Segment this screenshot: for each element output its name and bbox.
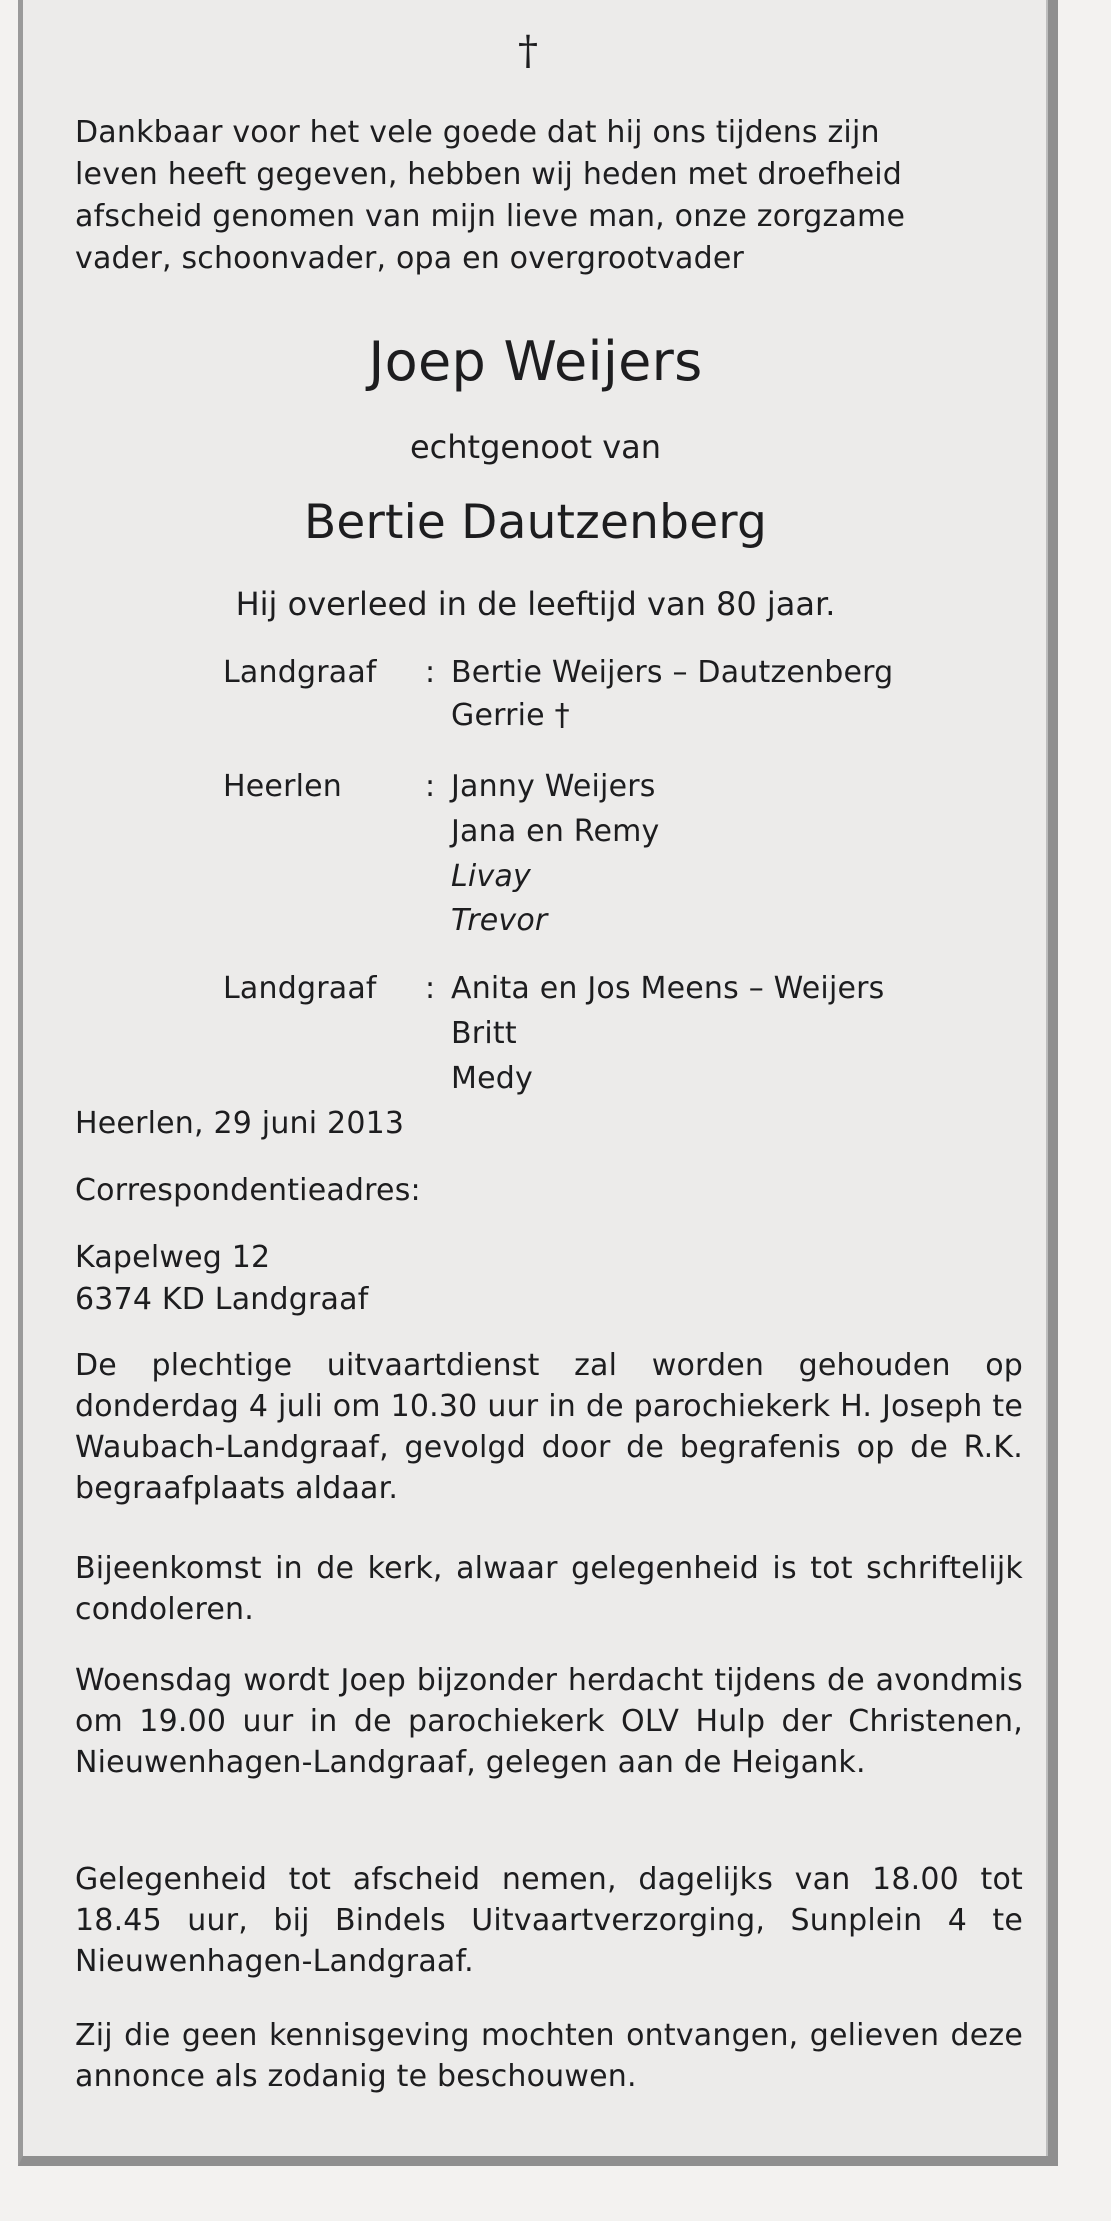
deceased-name: Joep Weijers bbox=[368, 330, 703, 393]
age-line: Hij overleed in de leeftijd van 80 jaar. bbox=[235, 585, 836, 623]
paragraph-visitation: Gelegenheid tot afscheid nemen, dagelijks van 18.00 tot 18.45 uur, bij Bindels Uitvaartverzorging, Sunplein 4 te Nieuwenhagen-Landgraaf. bbox=[75, 1862, 1023, 1979]
spouse-name: Bertie Dautzenberg bbox=[303, 495, 768, 550]
family-member: Britt bbox=[451, 1016, 517, 1051]
colon-2: : bbox=[425, 769, 436, 804]
cross-symbol: † bbox=[518, 28, 538, 74]
notice-inner-border bbox=[23, 0, 1048, 2156]
family-place-2: Heerlen bbox=[223, 769, 343, 804]
paragraph-gathering: Bijeenkomst in de kerk, alwaar gelegenheid is tot schriftelijk condoleren. bbox=[75, 1551, 1023, 1627]
intro-line-1: Dankbaar voor het vele goede dat hij ons tijdens zijn bbox=[75, 115, 880, 150]
intro-line-4: vader, schoonvader, opa en overgrootvader bbox=[75, 241, 745, 276]
paragraph-closing: Zij die geen kennisgeving mochten ontvangen, gelieven deze annonce als zodanig te beschouwen. bbox=[75, 2018, 1023, 2094]
family-place-3: Landgraaf bbox=[223, 971, 377, 1006]
address-street: Kapelweg 12 bbox=[75, 1240, 271, 1275]
family-member: Anita en Jos Meens – Weijers bbox=[451, 971, 885, 1006]
paragraph-service: De plechtige uitvaartdienst zal worden gehouden op donderdag 4 juli om 10.30 uur in de parochiekerk H. Joseph te Waubach-Landgraaf, gevolgd door de begrafenis op de R.K. begraafplaats aldaar. bbox=[75, 1348, 1023, 1506]
colon-3: : bbox=[425, 971, 436, 1006]
family-member: Gerrie † bbox=[451, 698, 570, 733]
date-line: Heerlen, 29 juni 2013 bbox=[75, 1106, 405, 1141]
obituary-notice bbox=[18, 0, 1058, 2166]
family-member: Medy bbox=[451, 1061, 533, 1096]
family-member: Trevor bbox=[451, 903, 548, 938]
family-member: Livay bbox=[451, 859, 531, 894]
family-member: Janny Weijers bbox=[451, 769, 656, 804]
colon-1: : bbox=[425, 655, 436, 690]
address-city: 6374 KD Landgraaf bbox=[75, 1282, 369, 1317]
family-member: Bertie Weijers – Dautzenberg bbox=[451, 655, 894, 690]
family-member: Jana en Remy bbox=[451, 814, 660, 849]
correspondence-label: Correspondentieadres: bbox=[75, 1173, 421, 1208]
family-place-1: Landgraaf bbox=[223, 655, 377, 690]
intro-line-3: afscheid genomen van mijn lieve man, onze zorgzame bbox=[75, 199, 906, 234]
spouse-label: echtgenoot van bbox=[409, 428, 662, 466]
paragraph-memorial: Woensdag wordt Joep bijzonder herdacht tijdens de avondmis om 19.00 uur in de parochiekerk OLV Hulp der Christenen, Nieuwenhagen-Landgraaf, gelegen aan de Heigank. bbox=[75, 1663, 1023, 1780]
intro-line-2: leven heeft gegeven, hebben wij heden met droefheid bbox=[75, 157, 903, 192]
